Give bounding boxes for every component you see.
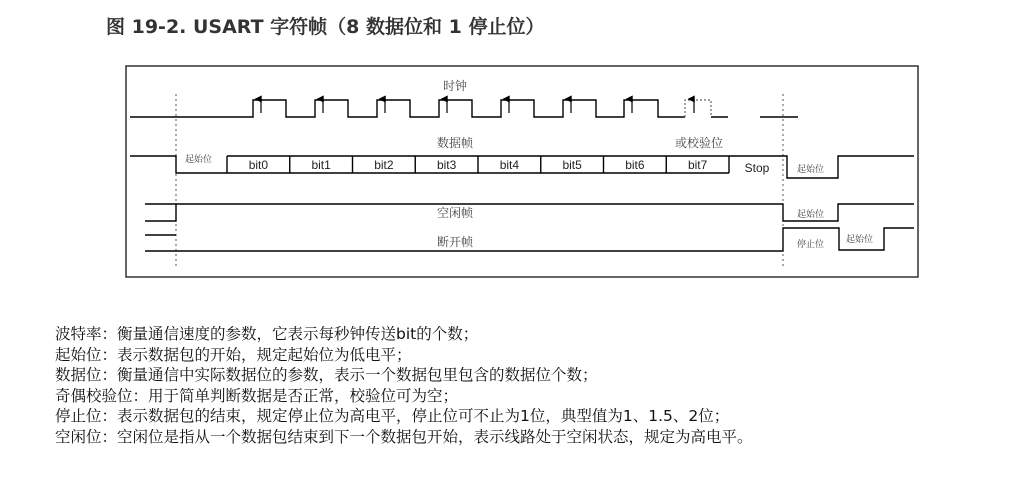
next-start-bit-label: 起始位 [797,165,825,175]
break-next-start-label: 起始位 [846,235,874,245]
start-bit-label: 起始位 [185,155,213,165]
bit-label-2: bit2 [374,158,394,172]
clock-edge-arrows [261,99,694,113]
desc-data-bits: 数据位：衡量通信中实际数据位的参数，表示一个数据包里包含的数据位个数； [55,366,598,385]
desc-parity-bit: 奇偶校验位：用于简单判断数据是否正常，校验位可为空； [55,386,459,405]
description-list [55,324,1015,448]
data-frame-label: 数据帧 [436,136,474,150]
parity-label: 或校验位 [674,136,724,150]
figure-title: 图 19-2. USART 字符帧（8 数据位和 1 停止位） [106,16,545,38]
bit-label-1: bit1 [311,158,331,172]
bit-label-3: bit3 [436,158,457,172]
bit-label-7: bit7 [687,158,708,172]
bit-label-4: bit4 [499,158,520,172]
bit-label-0: bit0 [248,158,269,172]
bit-label-5: bit5 [562,158,582,172]
break-stop-label: 停止位 [797,240,825,250]
idle-frame-label: 空闲帧 [436,206,474,220]
bit-label-6: bit6 [625,158,645,172]
desc-idle-bit: 空闲位：空闲位是指从一个数据包结束到下一个数据包开始，表示线路处于空闲状态，规定为高电平。 [55,427,753,446]
stop-bit-label: Stop [744,161,770,175]
clock-dotted-tail [685,100,711,117]
break-frame-label: 断开帧 [436,235,474,249]
desc-stop-bit: 停止位：表示数据包的结束，规定停止位为高电平，停止位可不止为1位，典型值为1、1.5、2位； [55,407,730,426]
clock-label: 时钟 [442,79,468,93]
desc-baud-rate: 波特率：衡量通信速度的参数，它表示每秒钟传送bit的个数； [55,325,479,343]
bit-separators [227,156,729,173]
idle-next-start-label: 起始位 [797,210,825,220]
desc-start-bit: 起始位：表示数据包的开始，规定起始位为低电平； [55,345,412,364]
clock-waveform [130,100,685,117]
